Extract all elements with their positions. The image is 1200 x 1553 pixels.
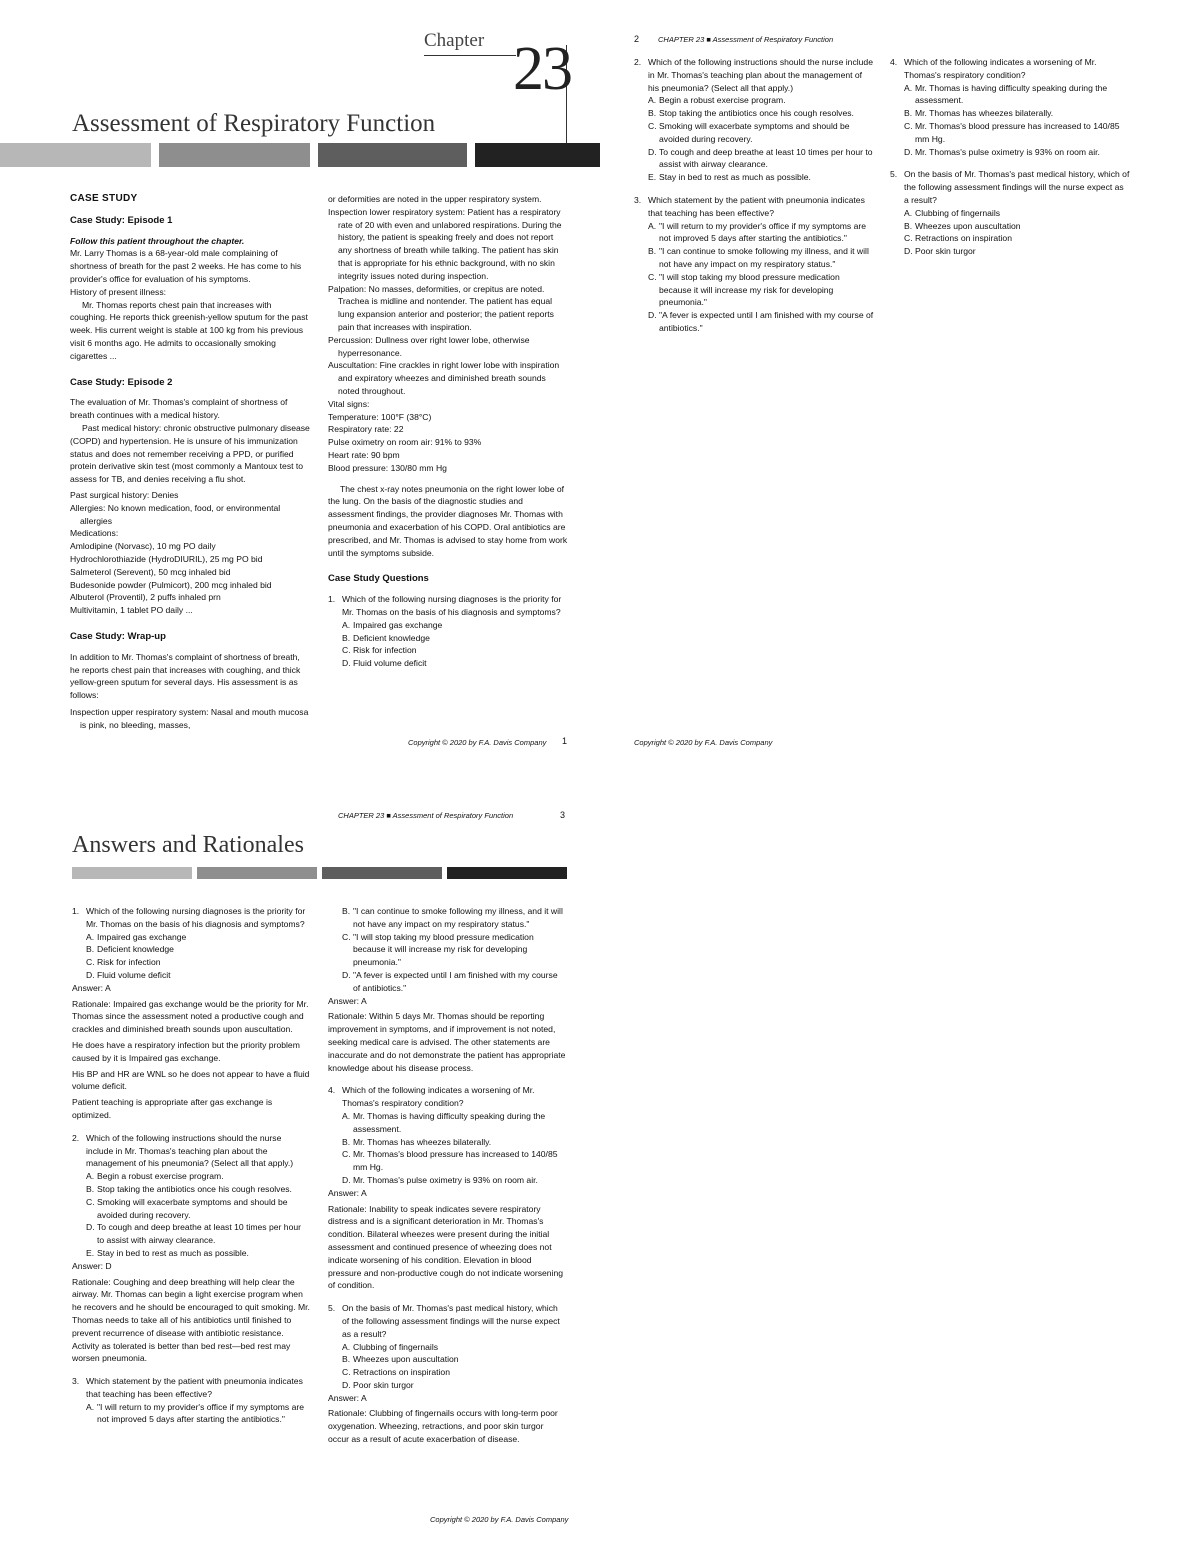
chapter-number: 23 <box>513 35 571 103</box>
list-item: Pulse oximetry on room air: 91% to 93% <box>328 437 482 448</box>
chapter-label: Chapter <box>424 30 485 51</box>
page1-footer: Copyright © 2020 by F.A. Davis Company <box>408 738 547 747</box>
answer-question-2: 2. Which of the following instructions should the nurse include in Mr. Thomas's teaching plan about the management of his pneumonia? (Select all that apply.) <box>72 1132 294 1169</box>
a1-option-c: C. Risk for infection <box>86 957 161 968</box>
a3-option-a: A. "I will return to my provider's office if my symptoms are not improved 5 days after starting the antibiotics." <box>86 1401 305 1425</box>
a2-option-d: D. To cough and deep breathe at least 10 times per hour to assist with airway clearance. <box>86 1222 302 1246</box>
answers-bar-2 <box>197 867 317 879</box>
page1-number: 1 <box>562 736 568 746</box>
a2-option-c: C. Smoking will exacerbate symptoms and should be avoided during recovery. <box>86 1196 288 1220</box>
list-item: Multivitamin, 1 tablet PO daily ... <box>70 605 193 616</box>
q4-option-b: B. Mr. Thomas has wheezes bilaterally. <box>904 108 1054 119</box>
question-4: 4. Which of the following indicates a worsening of Mr. Thomas's respiratory condition? <box>890 57 1097 80</box>
q5-option-b: B. Wheezes upon auscultation <box>904 220 1021 231</box>
q2-option-a: A. Begin a robust exercise program. <box>648 95 786 106</box>
q3-option-c: C. "I will stop taking my blood pressure medication because it will increase my risk for developing pneumonia." <box>648 271 840 308</box>
a1-option-a: A. Impaired gas exchange <box>86 931 187 942</box>
q3-option-a: A. "I will return to my provider's office if my symptoms are not improved 5 days after starting the antibiotics." <box>648 220 867 244</box>
question-1: 1. Which of the following nursing diagnoses is the priority for Mr. Thomas on the basis of his diagnosis and symptoms? <box>328 594 562 617</box>
page-title: Assessment of Respiratory Function <box>72 110 436 137</box>
answers-title: Answers and Rationales <box>72 832 304 858</box>
list-item: Medications: <box>70 528 119 539</box>
list-item: or deformities are noted in the upper respiratory system. <box>328 194 542 204</box>
wrap-up-heading: Case Study: Wrap-up <box>70 630 166 642</box>
answer-2: Answer: D <box>72 1260 112 1271</box>
q2-option-d: D. To cough and deep breathe at least 10 times per hour to assist with airway clearance. <box>648 146 873 170</box>
list-item: Allergies: No known medication, food, or environmental allergies <box>70 502 281 526</box>
header-bar-4 <box>475 143 600 167</box>
page3-column-1 <box>72 905 310 1426</box>
q1-option-b: B. Deficient knowledge <box>342 632 430 643</box>
rationale-2: Rationale: Coughing and deep breathing will help clear the airway. Mr. Thomas can begin a light exercise program when he recovers and he should be encouraged to quit smoking. Mr. Thomas needs to take all of his antibiotics until finished to prevent recurrence of disease with antibiotic resistance. Activity as tolerated is better than bed rest—bed rest may worsen pneumonia. <box>72 1276 310 1364</box>
answer-question-5: 5. On the basis of Mr. Thomas's past medical history, which of the following assessment findings will the nurse expect as a result? <box>328 1303 560 1339</box>
list-item: Inspection lower respiratory system: Patient has a respiratory rate of 20 with even and unlabored respirations. During the history, the patient is speaking freely and does not report any shortness of breath while talking. The patient has skin that is appropriate for his ethnic background, with no skin integrity issues noted during inspection. <box>328 206 562 281</box>
rationale-3: Rationale: Within 5 days Mr. Thomas should be reporting improvement in symptoms, and if improvement is not noted, seeking medical care is advised. The other statements are inaccurate and do not demonstrate the patient has appropriate knowledge about his disease process. <box>328 1011 566 1073</box>
answers-bar-1 <box>72 867 192 879</box>
page2-column-2 <box>890 56 1130 258</box>
q4-option-a: A. Mr. Thomas is having difficulty speaking during the assessment. <box>904 82 1108 106</box>
q1-option-d: D. Fluid volume deficit <box>342 658 427 669</box>
episode-1-hpi-label: History of present illness: <box>70 286 166 297</box>
page2-column-1 <box>634 56 874 335</box>
answer-3: Answer: A <box>328 995 367 1006</box>
a4-option-a: A. Mr. Thomas is having difficulty speaking during the assessment. <box>342 1110 546 1134</box>
a1-option-b: B. Deficient knowledge <box>86 944 174 955</box>
list-item: Amlodipine (Norvasc), 10 mg PO daily <box>70 541 216 552</box>
episode-1-intro: Mr. Larry Thomas is a 68-year-old male complaining of shortness of breath for the past 2 weeks. He has come to his provider's office for evaluation of his symptoms. <box>70 248 302 284</box>
a2-option-a: A. Begin a robust exercise program. <box>86 1171 224 1182</box>
q3-option-d: D. "A fever is expected until I am finished with my course of antibiotics." <box>648 310 874 333</box>
q5-option-c: C. Retractions on inspiration <box>904 233 1012 244</box>
q4-option-d: D. Mr. Thomas's pulse oximetry is 93% on room air. <box>904 146 1100 157</box>
a3-option-d: D. "A fever is expected until I am finished with my course of antibiotics." <box>342 969 558 993</box>
q5-option-a: A. Clubbing of fingernails <box>904 207 1001 218</box>
a4-option-c: C. Mr. Thomas's blood pressure has increased to 140/85 mm Hg. <box>342 1149 558 1173</box>
a5-option-a: A. Clubbing of fingernails <box>342 1341 439 1352</box>
page3-running-head: CHAPTER 23 ■ Assessment of Respiratory Function <box>338 811 514 820</box>
question-5: 5. On the basis of Mr. Thomas's past medical history, which of the following assessment findings will the nurse expect as a result? <box>890 169 1130 205</box>
episode-2-history: Past medical history: chronic obstructive pulmonary disease (COPD) and hypertension. He is unsure of his immunization status and does not remember receiving a PPD, or purified protein derivative skin test (most commonly a Mantoux test to assess for TB, and denies receiving a flu shot. <box>70 422 310 485</box>
list-item: Palpation: No masses, deformities, or crepitus are noted. Trachea is midline and nontender. The patient has equal lung expansion anterior and posterior; the patient reports pain that increases with inspiration. <box>328 283 554 332</box>
list-item: Past surgical history: Denies <box>70 489 179 500</box>
wrap-up-inspection: Inspection upper respiratory system: Nasal and mouth mucosa is pink, no bleeding, masses, <box>70 706 309 730</box>
list-item: Albuterol (Proventil), 2 puffs inhaled prn <box>70 592 221 603</box>
page3-number: 3 <box>560 810 566 820</box>
list-item: Blood pressure: 130/80 mm Hg <box>328 462 447 473</box>
case-study-heading: CASE STUDY <box>70 193 138 204</box>
a5-option-c: C. Retractions on inspiration <box>342 1367 450 1378</box>
a3-option-b: B. "I can continue to smoke following my illness, and it will not have any impact on my respiratory status." <box>342 906 563 929</box>
list-item: Auscultation: Fine crackles in right lower lobe with inspiration and expiratory wheezes and diminished breath sounds noted throughout. <box>328 360 560 396</box>
answer-4: Answer: A <box>328 1187 367 1198</box>
question-3: 3. Which statement by the patient with pneumonia indicates that teaching has been effective? <box>634 194 865 218</box>
header-bar-1 <box>0 143 151 167</box>
list-item: Temperature: 100°F (38°C) <box>328 411 432 422</box>
wrap-up-intro: In addition to Mr. Thomas's complaint of shortness of breath, he reports chest pain that increases with coughing, and thick yellow-green sputum for several days. His assessment is as follows: <box>70 651 301 701</box>
rationale-1c: His BP and HR are WNL so he does not appear to have a fluid volume deficit. <box>72 1068 310 1092</box>
rationale-1d: Patient teaching is appropriate after gas exchange is optimized. <box>72 1097 273 1120</box>
q1-option-a: A. Impaired gas exchange <box>342 619 443 630</box>
list-item: Salmeterol (Serevent), 50 mcg inhaled bid <box>70 566 231 577</box>
page1-column-2 <box>328 193 568 670</box>
a4-option-b: B. Mr. Thomas has wheezes bilaterally. <box>342 1136 492 1147</box>
rationale-1b: He does have a respiratory infection but the priority problem caused by it is Impaired gas exchange. <box>72 1039 300 1063</box>
q2-option-c: C. Smoking will exacerbate symptoms and should be avoided during recovery. <box>648 120 850 144</box>
diagnosis-paragraph: The chest x-ray notes pneumonia on the right lower lobe of the lung. On the basis of the diagnostic studies and assessment findings, the provider diagnoses Mr. Thomas with pneumonia and exacerbation of his COPD. Oral antibiotics are prescribed, and Mr. Thomas is advised to stay home from work until the symptoms subside. <box>328 483 568 558</box>
rationale-4: Rationale: Inability to speak indicates severe respiratory distress and is a significant deterioration in Mr. Thomas's condition. Bilateral wheezes were present during the initial assessment and continued presence of wheezing does not indicate worsening of his condition. Elevation in blood pressure and non-productive cough do not indicate worsening of condition. <box>328 1203 564 1291</box>
answer-question-3: 3. Which statement by the patient with pneumonia indicates that teaching has been effective? <box>72 1376 303 1399</box>
list-item: Vital signs: <box>328 398 370 409</box>
chapter-number-line <box>424 55 516 56</box>
page1-column-1 <box>70 193 310 731</box>
questions-heading: Case Study Questions <box>328 573 429 585</box>
list-item: Heart rate: 90 bpm <box>328 449 400 460</box>
a4-option-d: D. Mr. Thomas's pulse oximetry is 93% on room air. <box>342 1174 538 1185</box>
q2-option-e: E. Stay in bed to rest as much as possible. <box>648 172 811 183</box>
answer-1: Answer: A <box>72 982 111 993</box>
q3-option-b: B. "I can continue to smoke following my illness, and it will not have any impact on my respiratory status." <box>648 246 869 269</box>
rationale-5: Rationale: Clubbing of fingernails occurs with long-term poor oxygenation. Wheezing, retractions, and poor skin turgor occur as a result of acute exacerbation of disease. <box>328 1408 558 1445</box>
question-2: 2. Which of the following instructions should the nurse include in Mr. Thomas's teaching plan about the management of his pneumonia? (Select all that apply.) <box>634 57 873 93</box>
q2-option-b: B. Stop taking the antibiotics once his cough resolves. <box>648 108 854 119</box>
page3-footer: Copyright © 2020 by F.A. Davis Company <box>430 1515 569 1524</box>
list-item: Respiratory rate: 22 <box>328 424 404 435</box>
a3-option-c: C. "I will stop taking my blood pressure medication because it will increase my risk for developing pneumonia." <box>342 931 534 968</box>
episode-2-intro: The evaluation of Mr. Thomas's complaint of shortness of breath continues with a medical history. <box>70 397 288 421</box>
q1-option-c: C. Risk for infection <box>342 645 417 656</box>
q5-option-d: D. Poor skin turgor <box>904 246 976 257</box>
episode-1-follow: Follow this patient throughout the chapter. <box>70 235 245 246</box>
header-bar-3 <box>318 143 467 167</box>
page2-number: 2 <box>634 34 640 44</box>
answer-question-1: 1. Which of the following nursing diagnoses is the priority for Mr. Thomas on the basis of his diagnosis and symptoms? <box>72 906 306 929</box>
a2-option-e: E. Stay in bed to rest as much as possible. <box>86 1247 249 1258</box>
answers-bar-3 <box>322 867 442 879</box>
answer-5: Answer: A <box>328 1392 367 1403</box>
a2-option-b: B. Stop taking the antibiotics once his cough resolves. <box>86 1183 292 1194</box>
page3-column-2 <box>328 905 566 1446</box>
a5-option-d: D. Poor skin turgor <box>342 1379 414 1390</box>
list-item: Percussion: Dullness over right lower lobe, otherwise hyperresonance. <box>328 334 530 358</box>
answers-bar-4 <box>447 867 567 879</box>
page2-running-head: CHAPTER 23 ■ Assessment of Respiratory Function <box>658 35 834 44</box>
page2-footer: Copyright © 2020 by F.A. Davis Company <box>634 738 773 747</box>
header-bar-2 <box>159 143 310 167</box>
q4-option-c: C. Mr. Thomas's blood pressure has increased to 140/85 mm Hg. <box>904 120 1120 144</box>
answer-question-4: 4. Which of the following indicates a worsening of Mr. Thomas's respiratory condition? <box>328 1085 535 1109</box>
a1-option-d: D. Fluid volume deficit <box>86 969 171 980</box>
list-item: Hydrochlorothiazide (HydroDIURIL), 25 mg PO bid <box>70 553 263 564</box>
episode-2-heading: Case Study: Episode 2 <box>70 376 173 388</box>
a5-option-b: B. Wheezes upon auscultation <box>342 1354 459 1365</box>
episode-1-heading: Case Study: Episode 1 <box>70 214 173 226</box>
rationale-1: Rationale: Impaired gas exchange would be the priority for Mr. Thomas since the assessment noted a productive cough and crackles and diminished breath sounds upon auscultation. <box>72 998 309 1035</box>
episode-1-hpi: Mr. Thomas reports chest pain that increases with coughing. He reports thick greenish-yellow sputum for the past week. His current weight is stable at 100 kg from his previous visit 6 months ago. He admits to occasionally smoking cigarettes ... <box>70 299 308 361</box>
list-item: Budesonide powder (Pulmicort), 200 mcg inhaled bid <box>70 579 272 590</box>
